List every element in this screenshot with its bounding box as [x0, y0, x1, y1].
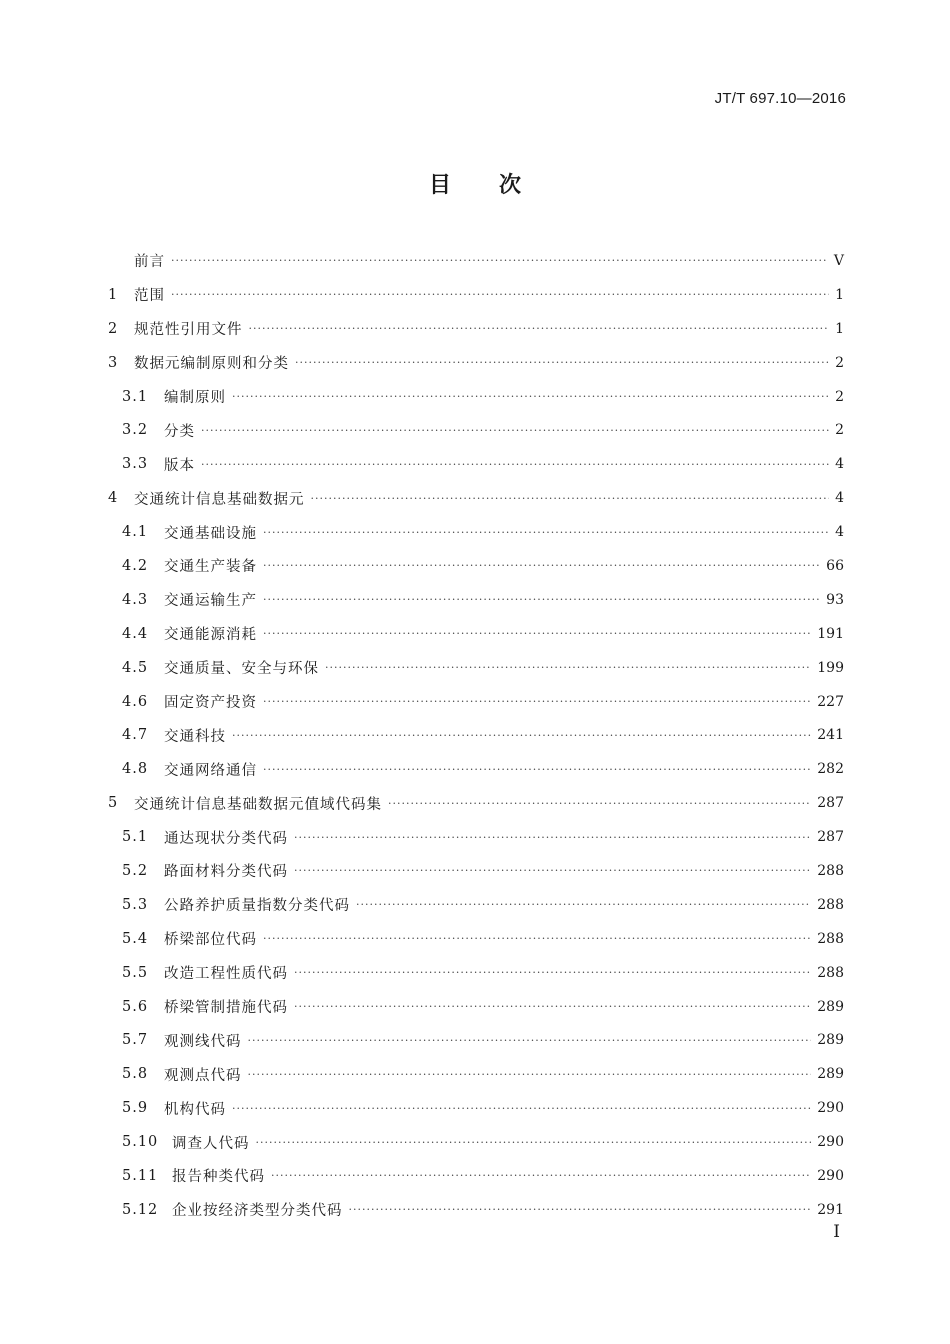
standard-code: JT/T 697.10—2016: [714, 90, 846, 107]
toc-entry-page: 2: [835, 354, 844, 371]
toc-leader-dots: [171, 288, 829, 301]
toc-subentry[interactable]: [108, 820, 844, 854]
toc-entry-page: 290: [817, 1100, 844, 1117]
toc-entry-page: 282: [817, 761, 844, 778]
toc-leader-dots: [232, 729, 811, 742]
toc-entry-label: 机构代码: [164, 1101, 226, 1118]
toc-leader-dots: [325, 661, 811, 674]
toc-leader-dots: [263, 627, 811, 640]
toc-entry-page: 241: [817, 727, 844, 744]
toc-leader-dots: [294, 831, 811, 844]
toc-entry-label: 桥梁管制措施代码: [164, 1000, 288, 1017]
toc-entry-page: 2: [835, 422, 844, 439]
toc-entry-page: 199: [817, 659, 844, 676]
toc-entry-label: 固定资产投资: [164, 695, 257, 712]
toc-entry-label: 改造工程性质代码: [164, 966, 288, 983]
toc-leader-dots: [388, 797, 811, 810]
toc-subentry[interactable]: [108, 752, 844, 786]
toc-entry-number: 3.3: [122, 456, 149, 473]
toc-entry-number: 5.6: [122, 998, 149, 1015]
toc-entry-page: 191: [817, 625, 844, 642]
toc-entry-page: 287: [817, 795, 844, 812]
toc-entry-page: 2: [835, 388, 844, 405]
toc-entry-page: 288: [817, 862, 844, 879]
toc-entry-label: 交通网络通信: [164, 762, 257, 779]
toc-leader-dots: [263, 559, 820, 572]
toc-entry-label: 交通生产装备: [164, 559, 257, 576]
toc-entry-number: 5.1: [122, 829, 149, 846]
toc-entry[interactable]: [108, 312, 844, 346]
toc-subentry[interactable]: [108, 990, 844, 1024]
toc-entry-label: 规范性引用文件: [134, 322, 243, 339]
toc-entry-number: 4.6: [122, 693, 149, 710]
toc-subentry[interactable]: [108, 583, 844, 617]
toc-leader-dots: [356, 898, 811, 911]
toc-leader-dots: [263, 763, 811, 776]
toc-entry-label: 交通能源消耗: [164, 627, 257, 644]
toc-entry-label: 前言: [134, 254, 165, 271]
toc-entry-label: 编制原则: [164, 390, 226, 406]
toc-leader-dots: [263, 932, 811, 945]
toc-subentry[interactable]: [108, 515, 844, 549]
toc-entry-number: 5.10: [122, 1134, 159, 1151]
toc-leader-dots: [294, 1000, 811, 1013]
toc-leader-dots: [263, 526, 829, 539]
toc-entry-number: 4.4: [122, 625, 149, 642]
toc-entry-number: 4.7: [122, 727, 149, 744]
toc-subentry[interactable]: [108, 922, 844, 956]
toc-leader-dots: [263, 593, 820, 606]
toc-entry-page: 290: [817, 1134, 844, 1151]
toc-entry-page: V: [833, 252, 844, 269]
toc-subentry[interactable]: [108, 1193, 844, 1227]
toc-entry-number: 4.2: [122, 557, 149, 574]
toc-entry-label: 观测点代码: [164, 1067, 242, 1084]
toc-subentry[interactable]: [108, 1091, 844, 1125]
toc-entry-number: 4.3: [122, 591, 149, 608]
toc-entry[interactable]: [108, 244, 844, 278]
page-title: 目次: [428, 173, 569, 198]
toc-entry-number: 2: [108, 320, 118, 337]
toc-entry[interactable]: [108, 278, 844, 312]
toc-entry-page: 289: [817, 998, 844, 1015]
toc-entry-number: 5.7: [122, 1032, 149, 1049]
toc-entry-number: 3: [108, 354, 118, 371]
toc-entry-label: 通达现状分类代码: [164, 830, 288, 847]
toc-leader-dots: [311, 492, 830, 505]
toc-entry-label: 分类: [164, 423, 195, 440]
toc-leader-dots: [295, 356, 829, 369]
toc-subentry[interactable]: [108, 1159, 844, 1193]
toc-entry-number: 5.3: [122, 896, 149, 913]
toc-leader-dots: [263, 695, 811, 708]
toc-leader-dots: [294, 864, 811, 877]
toc-subentry[interactable]: [108, 718, 844, 752]
toc-entry-number: 5.11: [122, 1167, 159, 1184]
toc-entry-number: 5.4: [122, 930, 149, 947]
toc-leader-dots: [232, 1102, 811, 1115]
toc-entry-page: 93: [826, 591, 844, 608]
toc-entry-page: 288: [817, 964, 844, 981]
toc-leader-dots: [271, 1169, 811, 1182]
toc-leader-dots: [349, 1203, 812, 1216]
toc-entry-number: 5.2: [122, 862, 149, 879]
toc-entry-label: 数据元编制原则和分类: [134, 356, 289, 373]
toc-entry-label: 调查人代码: [172, 1135, 250, 1152]
toc-entry-label: 路面材料分类代码: [164, 864, 288, 881]
toc-subentry[interactable]: [108, 888, 844, 922]
toc-entry-label: 范围: [134, 288, 165, 305]
toc-entry-page: 4: [835, 524, 844, 541]
toc-subentry[interactable]: [108, 447, 844, 481]
toc-entry-number: 5.12: [122, 1201, 159, 1218]
toc-leader-dots: [232, 390, 829, 403]
toc-entry-page: 288: [817, 930, 844, 947]
toc-leader-dots: [201, 424, 829, 437]
toc-subentry[interactable]: [108, 1125, 844, 1159]
toc-subentry[interactable]: [108, 617, 844, 651]
toc-entry-label: 交通统计信息基础数据元值域代码集: [134, 796, 382, 813]
toc-leader-dots: [248, 1034, 812, 1047]
toc-entry-label: 公路养护质量指数分类代码: [164, 898, 350, 915]
toc-leader-dots: [201, 458, 829, 471]
toc-entry-page: 289: [817, 1066, 844, 1083]
toc-subentry[interactable]: [108, 380, 844, 414]
toc-entry-number: 4.8: [122, 761, 149, 778]
toc-entry-number: 5.9: [122, 1100, 149, 1117]
toc-leader-dots: [248, 1068, 812, 1081]
toc-entry-number: 1: [108, 286, 118, 303]
toc-entry-page: 4: [835, 490, 844, 507]
toc-leader-dots: [256, 1136, 812, 1149]
toc-subentry[interactable]: [108, 854, 844, 888]
toc-entry-page: 288: [817, 896, 844, 913]
toc-subentry[interactable]: [108, 956, 844, 990]
toc-entry-number: 4.1: [122, 524, 149, 541]
toc-entry-label: 交通运输生产: [164, 593, 257, 610]
toc-entry-page: 4: [835, 456, 844, 473]
toc-entry-number: 5: [108, 795, 118, 812]
toc-entry-number: 4.5: [122, 659, 149, 676]
toc-entry-page: 1: [835, 320, 844, 337]
toc-entry-page: 287: [817, 829, 844, 846]
toc-entry-label: 报告种类代码: [172, 1169, 265, 1186]
toc-subentry[interactable]: [108, 651, 844, 685]
toc-entry-label: 交通科技: [164, 728, 226, 745]
toc-entry-label: 交通质量、安全与环保: [164, 661, 319, 678]
toc-entry-page: 289: [817, 1032, 844, 1049]
table-of-contents: [108, 244, 844, 1227]
toc-entry-page: 290: [817, 1167, 844, 1184]
toc-leader-dots: [171, 254, 828, 267]
toc-entry[interactable]: [108, 786, 844, 820]
toc-subentry[interactable]: [108, 685, 844, 719]
toc-entry-label: 交通基础设施: [164, 525, 257, 542]
toc-entry-number: 3.2: [122, 422, 149, 439]
toc-subentry[interactable]: [108, 1057, 844, 1091]
toc-entry[interactable]: [108, 346, 844, 380]
toc-entry-label: 交通统计信息基础数据元: [134, 491, 305, 508]
toc-subentry[interactable]: [108, 1023, 844, 1057]
toc-entry[interactable]: [108, 481, 844, 515]
toc-entry-label: 版本: [164, 457, 195, 474]
toc-entry-number: 5.8: [122, 1066, 149, 1083]
toc-entry-page: 1: [835, 286, 844, 303]
toc-leader-dots: [249, 322, 830, 335]
toc-entry-number: 4: [108, 490, 118, 507]
toc-subentry[interactable]: [108, 413, 844, 447]
toc-entry-number: 3.1: [122, 388, 149, 405]
toc-entry-label: 企业按经济类型分类代码: [172, 1203, 343, 1220]
toc-entry-page: 227: [817, 693, 844, 710]
toc-entry-page: 291: [817, 1201, 844, 1218]
toc-subentry[interactable]: [108, 549, 844, 583]
toc-leader-dots: [294, 966, 811, 979]
toc-entry-label: 观测线代码: [164, 1033, 242, 1050]
toc-entry-label: 桥梁部位代码: [164, 932, 257, 949]
page-number: I: [833, 1222, 840, 1242]
toc-entry-number: 5.5: [122, 964, 149, 981]
toc-entry-page: 66: [826, 557, 844, 574]
